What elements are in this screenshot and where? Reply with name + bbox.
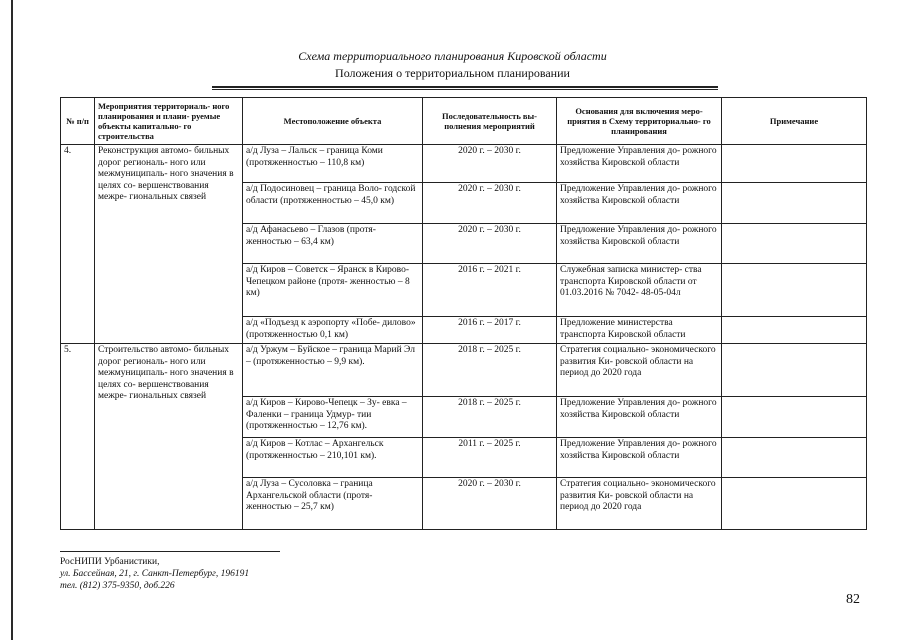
- footer-organization: РосНИПИ Урбанистики,: [60, 557, 160, 567]
- row-location: а/д Киров – Советск – Яранск в Кирово-Чепецком районе (протя- женностью – 8 км): [243, 264, 423, 317]
- footer-phone: тел. (812) 375-9350, доб.226: [60, 581, 175, 591]
- row-note: [722, 145, 867, 183]
- row-basis: Стратегия социально- экономического развития Ки- ровской области на период до 2020 года: [557, 478, 722, 530]
- row-sequence: 2018 г. – 2025 г.: [423, 397, 557, 438]
- row-number: 5.: [61, 344, 95, 530]
- row-location: а/д «Подъезд к аэропорту «Побе- дилово» (протяженностью 0,1 км): [243, 317, 423, 344]
- col-header-activity: Мероприятия территориаль- ного планирования и плани- руемые объекты капитально- го строительства: [95, 98, 243, 145]
- row-note: [722, 224, 867, 264]
- row-basis: Предложение министерства транспорта Кировской области: [557, 317, 722, 344]
- header-rule: [212, 86, 718, 88]
- row-location: а/д Подосиновец – граница Воло- годской области (протяженностью – 45,0 км): [243, 183, 423, 224]
- col-header-location: Местоположение объекта: [243, 98, 423, 145]
- table-row: [61, 344, 867, 397]
- row-basis: Предложение Управления до- рожного хозяйства Кировской области: [557, 224, 722, 264]
- col-header-note: Примечание: [722, 98, 867, 145]
- footer-address: ул. Бассейная, 21, г. Санкт-Петербург, 196191: [60, 569, 250, 579]
- row-note: [722, 438, 867, 478]
- row-basis: Стратегия социально- экономического развития Ки- ровской области на период до 2020 года: [557, 344, 722, 397]
- row-location: а/д Луза – Сусоловка – граница Архангельской области (протя- женностью – 25,7 км): [243, 478, 423, 530]
- row-sequence: 2020 г. – 2030 г.: [423, 183, 557, 224]
- col-header-number: № п/п: [61, 98, 95, 145]
- row-note: [722, 478, 867, 530]
- row-number: 4.: [61, 145, 95, 344]
- row-sequence: 2016 г. – 2021 г.: [423, 264, 557, 317]
- row-activity: Реконструкция автомо- бильных дорог региональ- ного или межмуниципаль- ного значения в целях со- вершенствования межре- гиональных связей: [95, 145, 243, 344]
- row-location: а/д Киров – Котлас – Архангельск (протяженностью – 210,101 км).: [243, 438, 423, 478]
- row-note: [722, 397, 867, 438]
- document-subtitle: Положения о территориальном планировании: [335, 66, 570, 80]
- table-header-row: [61, 98, 867, 145]
- row-note: [722, 183, 867, 224]
- page-number: 82: [846, 592, 860, 607]
- row-basis: Предложение Управления до- рожного хозяйства Кировской области: [557, 438, 722, 478]
- row-activity: Строительство автомо- бильных дорог региональ- ного или межмуниципаль- ного значения в целях со- вершенствования межре- гиональных связей: [95, 344, 243, 530]
- row-location: а/д Луза – Лальск – граница Коми (протяженностью – 110,8 км): [243, 145, 423, 183]
- row-note: [722, 344, 867, 397]
- header-rule-thin: [212, 89, 718, 90]
- row-basis: Предложение Управления до- рожного хозяйства Кировской области: [557, 145, 722, 183]
- document-title: Схема территориального планирования Кировской области: [298, 49, 607, 63]
- col-header-sequence: Последовательность вы- полнения мероприятий: [423, 98, 557, 145]
- footer-rule: [60, 551, 280, 552]
- row-location: а/д Киров – Кирово-Чепецк – Зу- евка – Фаленки – граница Удмур- тии (протяженностью – 12,76 км).: [243, 397, 423, 438]
- row-sequence: 2016 г. – 2017 г.: [423, 317, 557, 344]
- row-location: а/д Уржум – Буйское – граница Марий Эл – (протяженностью – 9,9 км).: [243, 344, 423, 397]
- row-basis: Предложение Управления до- рожного хозяйства Кировской области: [557, 183, 722, 224]
- row-basis: Предложение Управления до- рожного хозяйства Кировской области: [557, 397, 722, 438]
- col-header-basis: Основания для включения меро- приятия в Схему территориально- го планирования: [557, 98, 722, 145]
- row-sequence: 2011 г. – 2025 г.: [423, 438, 557, 478]
- row-location: а/д Афанасьево – Глазов (протя- женностью – 63,4 км): [243, 224, 423, 264]
- document-header: [0, 49, 905, 80]
- row-sequence: 2020 г. – 2030 г.: [423, 224, 557, 264]
- row-note: [722, 264, 867, 317]
- page-edge-line: [11, 0, 13, 640]
- footer: [60, 556, 249, 592]
- row-basis: Служебная записка министер- ства транспорта Кировской области от 01.03.2016 № 7042- 48-05-04л: [557, 264, 722, 317]
- row-note: [722, 317, 867, 344]
- table-row: [61, 145, 867, 183]
- planning-table: [60, 97, 867, 530]
- row-sequence: 2020 г. – 2030 г.: [423, 478, 557, 530]
- row-sequence: 2018 г. – 2025 г.: [423, 344, 557, 397]
- row-sequence: 2020 г. – 2030 г.: [423, 145, 557, 183]
